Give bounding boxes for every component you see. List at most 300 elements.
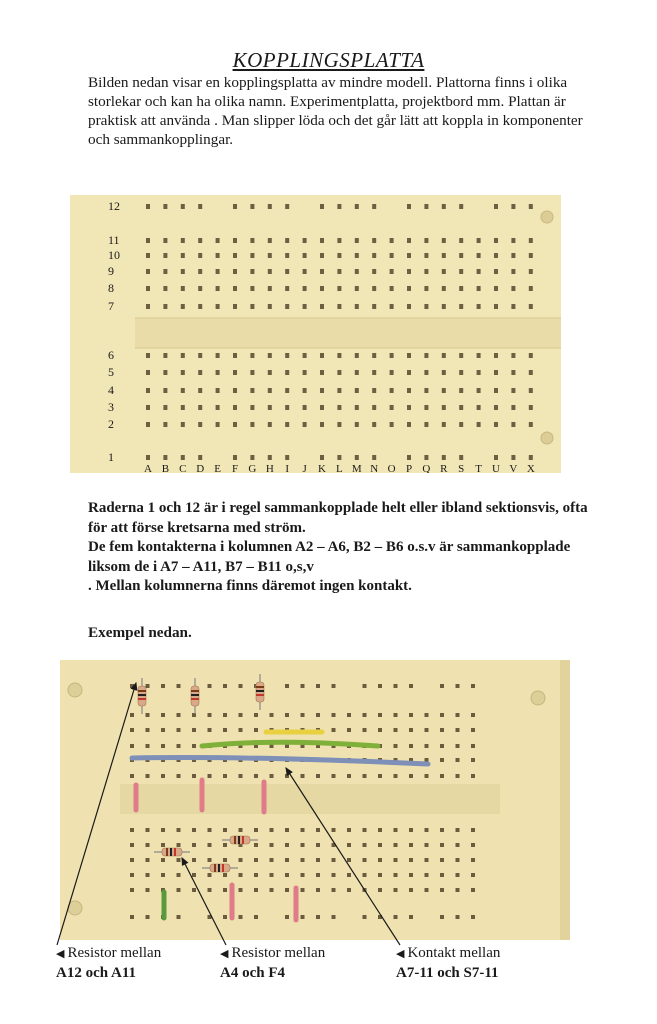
- hole: [477, 286, 481, 291]
- column-label: O: [387, 463, 396, 473]
- mounting-hole: [541, 211, 553, 223]
- hole: [254, 888, 258, 892]
- mounting-hole: [68, 901, 82, 915]
- hole: [285, 405, 289, 410]
- hole: [303, 370, 307, 375]
- hole: [378, 684, 382, 688]
- hole: [301, 843, 305, 847]
- callout-line1: Resistor mellan: [231, 945, 326, 961]
- hole: [181, 238, 185, 243]
- hole: [409, 843, 413, 847]
- hole: [146, 405, 150, 410]
- hole: [409, 744, 413, 748]
- hole: [198, 405, 202, 410]
- hole: [163, 388, 167, 393]
- hole: [250, 269, 254, 274]
- hole: [146, 728, 150, 732]
- hole: [372, 269, 376, 274]
- hole: [208, 858, 212, 862]
- triangle-icon: ◀: [220, 948, 229, 960]
- hole: [233, 204, 237, 209]
- hole: [181, 269, 185, 274]
- hole: [250, 204, 254, 209]
- hole: [130, 843, 134, 847]
- hole: [372, 286, 376, 291]
- hole: [477, 269, 481, 274]
- hole: [130, 915, 134, 919]
- hole: [285, 774, 289, 778]
- hole: [239, 873, 243, 877]
- hole: [254, 774, 258, 778]
- hole: [456, 713, 460, 717]
- hole: [163, 286, 167, 291]
- hole: [511, 253, 515, 258]
- hole: [456, 828, 460, 832]
- hole: [456, 888, 460, 892]
- hole: [216, 238, 220, 243]
- column-label: S: [458, 463, 465, 473]
- hole: [301, 915, 305, 919]
- hole: [442, 353, 446, 358]
- hole: [471, 744, 475, 748]
- hole: [355, 253, 359, 258]
- hole: [494, 269, 498, 274]
- hole: [425, 843, 429, 847]
- hole: [192, 774, 196, 778]
- hole: [459, 304, 463, 309]
- hole: [378, 873, 382, 877]
- hole: [161, 828, 165, 832]
- hole: [347, 858, 351, 862]
- hole: [409, 684, 413, 688]
- column-label: B: [161, 463, 170, 473]
- hole: [363, 774, 367, 778]
- hole: [363, 915, 367, 919]
- hole: [254, 713, 258, 717]
- hole: [337, 204, 341, 209]
- hole: [372, 455, 376, 460]
- hole: [459, 405, 463, 410]
- hole: [146, 253, 150, 258]
- hole: [529, 238, 533, 243]
- hole: [424, 253, 428, 258]
- hole: [146, 684, 150, 688]
- hole: [407, 304, 411, 309]
- rules-line: för att förse kretsarna med ström.: [88, 519, 306, 536]
- hole: [285, 828, 289, 832]
- hole: [239, 684, 243, 688]
- hole: [456, 744, 460, 748]
- hole: [390, 286, 394, 291]
- hole: [320, 204, 324, 209]
- hole: [494, 455, 498, 460]
- hole: [303, 353, 307, 358]
- hole: [285, 304, 289, 309]
- hole: [320, 304, 324, 309]
- hole: [355, 422, 359, 427]
- column-label: A: [144, 463, 152, 473]
- hole: [471, 888, 475, 892]
- hole: [529, 455, 533, 460]
- hole: [337, 286, 341, 291]
- hole: [316, 828, 320, 832]
- hole: [409, 713, 413, 717]
- hole: [301, 828, 305, 832]
- hole: [233, 370, 237, 375]
- column-label: I: [285, 463, 290, 473]
- hole: [390, 238, 394, 243]
- hole: [233, 455, 237, 460]
- hole: [163, 405, 167, 410]
- hole: [233, 422, 237, 427]
- hole: [440, 858, 444, 862]
- hole: [208, 774, 212, 778]
- row-label: 12: [108, 199, 120, 213]
- hole: [239, 888, 243, 892]
- breadboard-diagram: [70, 195, 561, 473]
- hole: [511, 304, 515, 309]
- hole: [233, 286, 237, 291]
- hole: [130, 873, 134, 877]
- hole: [177, 728, 181, 732]
- hole: [270, 774, 274, 778]
- hole: [372, 370, 376, 375]
- hole: [303, 388, 307, 393]
- hole: [192, 858, 196, 862]
- hole: [161, 713, 165, 717]
- hole: [161, 728, 165, 732]
- hole: [130, 828, 134, 832]
- hole: [163, 455, 167, 460]
- hole: [320, 388, 324, 393]
- hole: [301, 774, 305, 778]
- hole: [347, 873, 351, 877]
- hole: [250, 238, 254, 243]
- hole: [192, 828, 196, 832]
- column-label: M: [351, 463, 362, 473]
- hole: [316, 684, 320, 688]
- hole: [378, 828, 382, 832]
- hole: [378, 843, 382, 847]
- hole: [494, 388, 498, 393]
- hole: [424, 238, 428, 243]
- hole: [181, 353, 185, 358]
- hole: [337, 304, 341, 309]
- hole: [146, 873, 150, 877]
- hole: [440, 684, 444, 688]
- hole: [181, 253, 185, 258]
- hole: [494, 204, 498, 209]
- hole: [409, 888, 413, 892]
- rules-line: . Mellan kolumnerna finns däremot ingen kontakt.: [88, 578, 412, 594]
- hole: [378, 858, 382, 862]
- intro-line: och sammankopplingar.: [88, 131, 234, 148]
- hole: [394, 858, 398, 862]
- hole: [442, 370, 446, 375]
- hole: [254, 915, 258, 919]
- hole: [223, 828, 227, 832]
- row-label: 6: [108, 348, 114, 362]
- hole: [181, 388, 185, 393]
- hole: [250, 388, 254, 393]
- hole: [303, 405, 307, 410]
- hole: [250, 253, 254, 258]
- hole: [459, 269, 463, 274]
- hole: [320, 286, 324, 291]
- hole: [250, 455, 254, 460]
- hole: [355, 405, 359, 410]
- hole: [270, 828, 274, 832]
- hole: [320, 405, 324, 410]
- hole: [332, 828, 336, 832]
- hole: [494, 405, 498, 410]
- callout-line2: A4 och F4: [220, 965, 285, 981]
- hole: [407, 353, 411, 358]
- hole: [477, 422, 481, 427]
- center-channel: [120, 784, 500, 814]
- hole: [223, 774, 227, 778]
- column-label: C: [179, 463, 187, 473]
- triangle-icon: ◀: [396, 948, 405, 960]
- hole: [407, 405, 411, 410]
- hole: [146, 238, 150, 243]
- hole: [192, 744, 196, 748]
- hole: [233, 253, 237, 258]
- hole: [442, 455, 446, 460]
- hole: [424, 455, 428, 460]
- hole: [303, 269, 307, 274]
- hole: [347, 713, 351, 717]
- column-label: R: [440, 463, 448, 473]
- row-label: 11: [108, 233, 120, 247]
- hole: [208, 888, 212, 892]
- hole: [459, 286, 463, 291]
- hole: [394, 915, 398, 919]
- hole: [332, 873, 336, 877]
- hole: [208, 713, 212, 717]
- hole: [511, 353, 515, 358]
- hole: [407, 388, 411, 393]
- rules-line: De fem kontakterna i kolumnen A2 – A6, B2 – B6 o.s.v är sammankopplade: [88, 539, 571, 555]
- hole: [130, 858, 134, 862]
- hole: [363, 713, 367, 717]
- hole: [378, 915, 382, 919]
- row-label: 2: [108, 417, 114, 431]
- hole: [301, 684, 305, 688]
- hole: [529, 370, 533, 375]
- hole: [424, 353, 428, 358]
- hole: [529, 353, 533, 358]
- example-heading: Exempel nedan.: [88, 624, 192, 641]
- hole: [254, 843, 258, 847]
- hole: [442, 405, 446, 410]
- hole: [442, 286, 446, 291]
- hole: [146, 858, 150, 862]
- hole: [337, 455, 341, 460]
- hole: [285, 204, 289, 209]
- hole: [372, 238, 376, 243]
- hole: [146, 353, 150, 358]
- mounting-hole: [541, 432, 553, 444]
- hole: [320, 455, 324, 460]
- hole: [347, 843, 351, 847]
- hole: [409, 728, 413, 732]
- hole: [390, 253, 394, 258]
- hole: [363, 858, 367, 862]
- hole: [347, 828, 351, 832]
- hole: [239, 713, 243, 717]
- hole: [372, 422, 376, 427]
- hole: [471, 728, 475, 732]
- hole: [233, 304, 237, 309]
- hole: [161, 843, 165, 847]
- hole: [372, 353, 376, 358]
- hole: [409, 774, 413, 778]
- hole: [378, 728, 382, 732]
- hole: [320, 422, 324, 427]
- hole: [250, 304, 254, 309]
- hole: [270, 713, 274, 717]
- hole: [320, 370, 324, 375]
- hole: [223, 843, 227, 847]
- hole: [394, 888, 398, 892]
- hole: [440, 843, 444, 847]
- hole: [511, 286, 515, 291]
- row-label: 8: [108, 281, 114, 295]
- hole: [223, 858, 227, 862]
- hole: [146, 713, 150, 717]
- hole: [471, 843, 475, 847]
- callout-contact-a7-s7: [396, 944, 500, 983]
- hole: [268, 304, 272, 309]
- hole: [316, 915, 320, 919]
- hole: [332, 915, 336, 919]
- hole: [494, 304, 498, 309]
- hole: [471, 873, 475, 877]
- hole: [239, 858, 243, 862]
- hole: [471, 828, 475, 832]
- hole: [477, 304, 481, 309]
- hole: [337, 353, 341, 358]
- hole: [511, 204, 515, 209]
- hole: [208, 915, 212, 919]
- hole: [301, 713, 305, 717]
- hole: [198, 304, 202, 309]
- hole: [337, 269, 341, 274]
- hole: [440, 828, 444, 832]
- hole: [424, 304, 428, 309]
- hole: [425, 873, 429, 877]
- hole: [425, 888, 429, 892]
- hole: [254, 728, 258, 732]
- hole: [529, 405, 533, 410]
- column-label: G: [248, 463, 257, 473]
- hole: [163, 370, 167, 375]
- hole: [301, 873, 305, 877]
- hole: [270, 843, 274, 847]
- hole: [394, 828, 398, 832]
- column-label: L: [336, 463, 343, 473]
- hole: [268, 204, 272, 209]
- hole: [130, 774, 134, 778]
- hole: [320, 269, 324, 274]
- hole: [355, 353, 359, 358]
- hole: [285, 455, 289, 460]
- hole: [456, 758, 460, 762]
- hole: [177, 684, 181, 688]
- hole: [223, 915, 227, 919]
- hole: [250, 370, 254, 375]
- hole: [216, 422, 220, 427]
- hole: [146, 455, 150, 460]
- hole: [511, 455, 515, 460]
- hole: [181, 455, 185, 460]
- row-label: 10: [108, 248, 120, 262]
- hole: [378, 774, 382, 778]
- hole: [332, 728, 336, 732]
- hole: [378, 888, 382, 892]
- hole: [285, 888, 289, 892]
- hole: [216, 405, 220, 410]
- hole: [442, 422, 446, 427]
- hole: [477, 388, 481, 393]
- hole: [250, 422, 254, 427]
- hole: [440, 728, 444, 732]
- row-label: 5: [108, 365, 114, 379]
- hole: [471, 915, 475, 919]
- hole: [254, 858, 258, 862]
- hole: [511, 269, 515, 274]
- hole: [494, 238, 498, 243]
- hole: [477, 353, 481, 358]
- column-labels: [144, 463, 535, 473]
- hole: [285, 253, 289, 258]
- hole: [355, 204, 359, 209]
- hole: [233, 269, 237, 274]
- hole: [355, 370, 359, 375]
- hole: [268, 253, 272, 258]
- hole: [378, 713, 382, 717]
- breadboard-photo: [60, 660, 570, 940]
- hole: [177, 858, 181, 862]
- column-label: V: [509, 463, 518, 473]
- hole: [355, 455, 359, 460]
- hole: [511, 422, 515, 427]
- hole: [320, 353, 324, 358]
- hole: [285, 843, 289, 847]
- hole: [442, 269, 446, 274]
- column-label: U: [492, 463, 500, 473]
- hole: [198, 422, 202, 427]
- hole: [163, 238, 167, 243]
- hole: [459, 455, 463, 460]
- hole: [494, 370, 498, 375]
- hole: [440, 744, 444, 748]
- hole: [268, 269, 272, 274]
- hole: [440, 915, 444, 919]
- hole: [130, 728, 134, 732]
- hole: [161, 873, 165, 877]
- hole: [208, 873, 212, 877]
- hole: [163, 353, 167, 358]
- hole: [477, 370, 481, 375]
- hole: [394, 843, 398, 847]
- hole: [285, 388, 289, 393]
- hole: [511, 388, 515, 393]
- hole: [177, 915, 181, 919]
- hole: [177, 744, 181, 748]
- hole: [442, 253, 446, 258]
